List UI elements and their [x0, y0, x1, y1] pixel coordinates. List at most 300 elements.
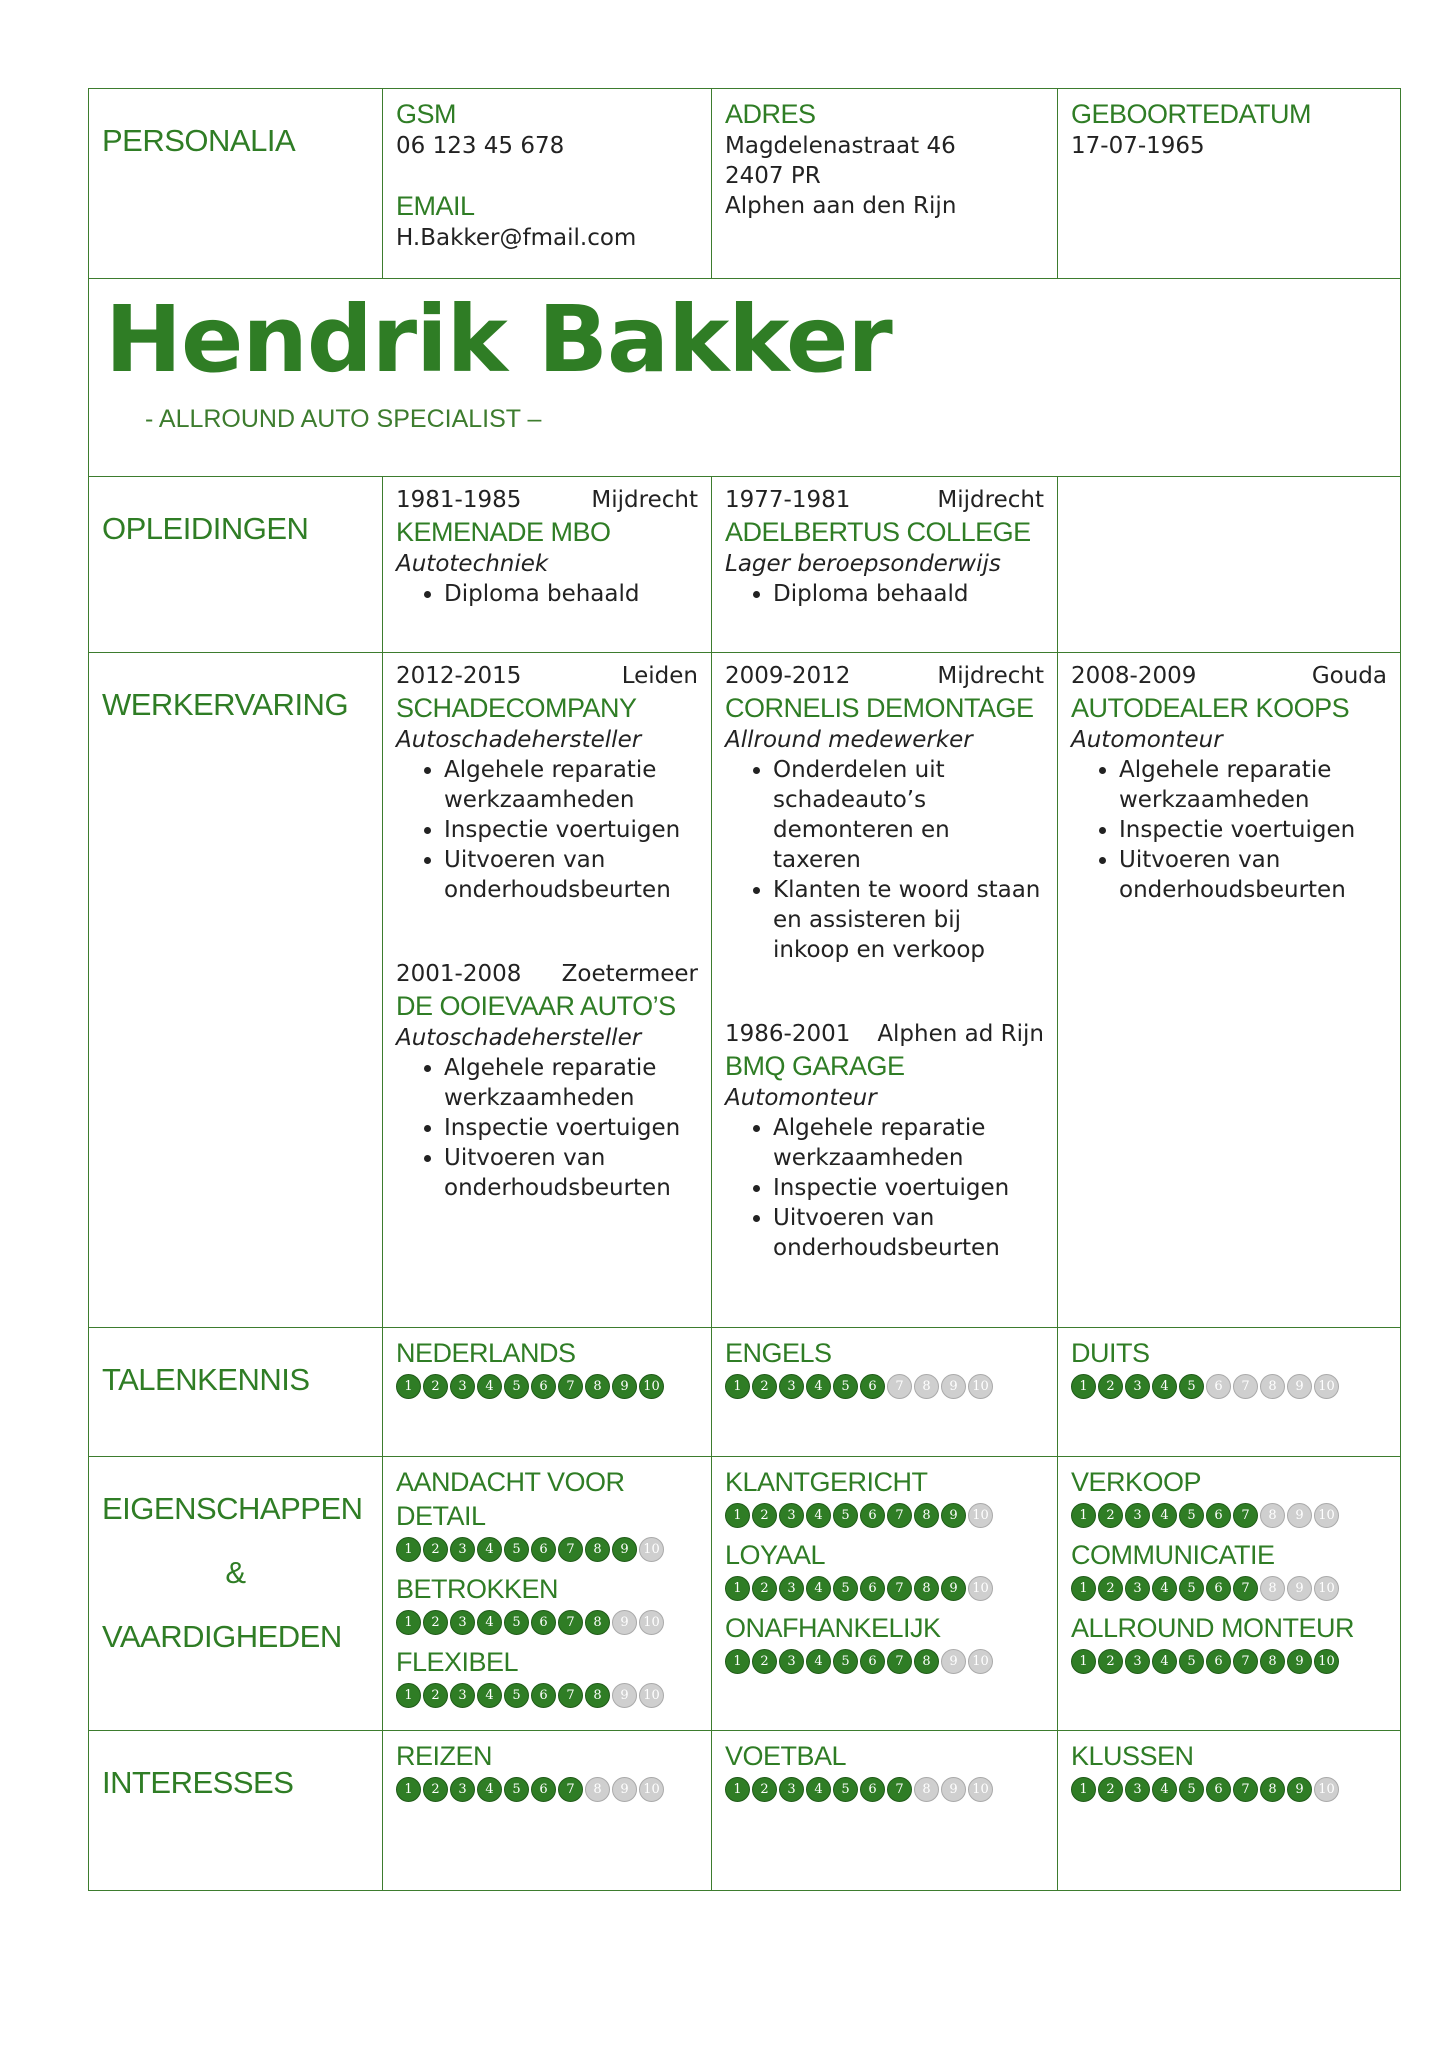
- bullet-item: • Uitvoeren van onderhoudsbeurten: [1119, 845, 1387, 905]
- rating-dots: [725, 1576, 1044, 1601]
- rating-dot: 4: [477, 1374, 502, 1399]
- rating-dot: 6: [531, 1610, 556, 1635]
- rating-dot: 10: [968, 1576, 993, 1601]
- name-cell: [89, 279, 1401, 477]
- rating-dot: 8: [585, 1610, 610, 1635]
- rating-dot: 3: [779, 1374, 804, 1399]
- rating-dot: 4: [806, 1374, 831, 1399]
- rating-dot: 2: [423, 1610, 448, 1635]
- entry-title: BMQ GARAGE: [725, 1051, 905, 1081]
- entry-bullets: [396, 755, 698, 905]
- rating-dot: 5: [1179, 1374, 1204, 1399]
- bullet-item: • Algehele reparatie werkzaamheden: [444, 1053, 698, 1113]
- entry-title: SCHADECOMPANY: [396, 693, 637, 723]
- skill-item: [1071, 1336, 1387, 1399]
- entry-place: Leiden: [621, 663, 698, 689]
- rating-dot: 4: [477, 1683, 502, 1708]
- bullet-item: • Inspectie voertuigen: [1119, 815, 1387, 845]
- rating-dot: 8: [585, 1777, 610, 1802]
- cv-table: [88, 88, 1401, 1891]
- werkervaring-row: [89, 653, 1401, 1328]
- personalia-title: PERSONALIA: [102, 123, 296, 158]
- skill-item: [1071, 1611, 1387, 1674]
- adres-line1: Magdelenastraat 46: [725, 133, 956, 159]
- rating-dot: 1: [396, 1683, 421, 1708]
- rating-dots: [1071, 1576, 1387, 1601]
- skill-name: VOETBAL: [725, 1741, 847, 1771]
- bullet-item: • Uitvoeren van onderhoudsbeurten: [444, 845, 698, 905]
- rating-dot: 5: [1179, 1503, 1204, 1528]
- rating-dot: 3: [1125, 1576, 1150, 1601]
- skill-item: [396, 1739, 698, 1802]
- rating-dot: 5: [833, 1374, 858, 1399]
- address-cell: [712, 89, 1058, 279]
- personalia-label-cell: [89, 89, 383, 279]
- rating-dot: 6: [1206, 1374, 1231, 1399]
- skill-name: KLUSSEN: [1071, 1741, 1194, 1771]
- geboortedatum-value: 17-07-1965: [1071, 133, 1205, 159]
- rating-dot: 8: [1260, 1777, 1285, 1802]
- rating-dot: 6: [531, 1683, 556, 1708]
- entry-place: Gouda: [1311, 663, 1387, 689]
- entry-years: 2012-2015: [396, 663, 522, 689]
- entry-role: Automonteur: [1071, 727, 1223, 753]
- entry-title: AUTODEALER KOOPS: [1071, 693, 1350, 723]
- entry-role: Automonteur: [725, 1085, 877, 1111]
- entry-bullets: [725, 1113, 1044, 1263]
- rating-dot: 1: [725, 1374, 750, 1399]
- skill-name: FLEXIBEL: [396, 1647, 519, 1677]
- rating-dot: 5: [833, 1649, 858, 1674]
- entry-place: Mijdrecht: [937, 663, 1044, 689]
- rating-dot: 3: [450, 1610, 475, 1635]
- rating-dot: 10: [639, 1777, 664, 1802]
- entry: [396, 959, 698, 1203]
- taal-cell-2: [712, 1328, 1058, 1457]
- skill-name: ENGELS: [725, 1338, 832, 1368]
- rating-dot: 3: [1125, 1503, 1150, 1528]
- rating-dot: 5: [504, 1610, 529, 1635]
- werk-column-2: [712, 653, 1058, 1328]
- entry-header: [396, 661, 698, 691]
- adres-line3: Alphen aan den Rijn: [725, 193, 957, 219]
- rating-dot: 10: [639, 1537, 664, 1562]
- skill-name: ONAFHANKELIJK: [725, 1613, 941, 1643]
- rating-dot: 9: [612, 1610, 637, 1635]
- eigenschap-column-3: [1058, 1457, 1401, 1731]
- skill-item: [725, 1611, 1044, 1674]
- taal-cell-1: [383, 1328, 712, 1457]
- eigenschap-column-2: [712, 1457, 1058, 1731]
- rating-dot: 5: [504, 1683, 529, 1708]
- rating-dot: 9: [941, 1374, 966, 1399]
- rating-dot: 9: [941, 1777, 966, 1802]
- rating-dot: 9: [612, 1374, 637, 1399]
- bullet-item: • Klanten te woord staan en assisteren bij inkoop en verkoop: [773, 875, 1044, 965]
- rating-dot: 1: [1071, 1374, 1096, 1399]
- rating-dot: 3: [779, 1649, 804, 1674]
- geboortedatum-label: GEBOORTEDATUM: [1071, 99, 1312, 129]
- ampersand: &: [225, 1555, 246, 1590]
- rating-dot: 7: [558, 1374, 583, 1399]
- rating-dot: 3: [450, 1537, 475, 1562]
- rating-dot: 2: [1098, 1503, 1123, 1528]
- eigenschap-column-1: [383, 1457, 712, 1731]
- rating-dots: [396, 1537, 698, 1562]
- rating-dots: [1071, 1374, 1387, 1399]
- rating-dot: 8: [585, 1683, 610, 1708]
- entry-bullets: [1071, 755, 1387, 905]
- rating-dot: 4: [1152, 1777, 1177, 1802]
- rating-dot: 3: [1125, 1649, 1150, 1674]
- rating-dot: 5: [1179, 1576, 1204, 1601]
- rating-dot: 2: [1098, 1649, 1123, 1674]
- entry-title: CORNELIS DEMONTAGE: [725, 693, 1034, 723]
- entry: [396, 485, 698, 609]
- name-row: [89, 279, 1401, 477]
- rating-dot: 8: [1260, 1503, 1285, 1528]
- entry-bullets: [396, 1053, 698, 1203]
- rating-dot: 1: [396, 1537, 421, 1562]
- rating-dot: 9: [941, 1649, 966, 1674]
- opleiding-cell-2: [712, 477, 1058, 653]
- entry-role: Autoschadehersteller: [396, 1025, 642, 1051]
- entry-bullets: [725, 579, 1044, 609]
- rating-dot: 4: [1152, 1374, 1177, 1399]
- rating-dots: [396, 1683, 698, 1708]
- rating-dot: 10: [1314, 1649, 1339, 1674]
- rating-dot: 3: [779, 1503, 804, 1528]
- rating-dot: 8: [585, 1374, 610, 1399]
- vaardigheden-title: VAARDIGHEDEN: [102, 1619, 342, 1654]
- rating-dot: 7: [887, 1503, 912, 1528]
- skill-item: [396, 1465, 698, 1562]
- skill-item: [725, 1538, 1044, 1601]
- rating-dot: 2: [752, 1777, 777, 1802]
- skill-item: [396, 1336, 698, 1399]
- talenkennis-row: [89, 1328, 1401, 1457]
- rating-dot: 3: [1125, 1374, 1150, 1399]
- rating-dot: 6: [860, 1777, 885, 1802]
- rating-dot: 4: [477, 1610, 502, 1635]
- rating-dot: 7: [1233, 1374, 1258, 1399]
- rating-dot: 6: [1206, 1777, 1231, 1802]
- rating-dot: 3: [450, 1683, 475, 1708]
- rating-dots: [1071, 1503, 1387, 1528]
- rating-dots: [725, 1374, 1044, 1399]
- rating-dot: 7: [1233, 1576, 1258, 1601]
- entry-years: 2008-2009: [1071, 663, 1197, 689]
- entry-role: Autoschadehersteller: [396, 727, 642, 753]
- skill-name: BETROKKEN: [396, 1574, 559, 1604]
- bullet-item: • Algehele reparatie werkzaamheden: [773, 1113, 1044, 1173]
- rating-dot: 8: [914, 1576, 939, 1601]
- rating-dot: 2: [1098, 1374, 1123, 1399]
- interesses-row: [89, 1731, 1401, 1891]
- talenkennis-label-cell: [89, 1328, 383, 1457]
- opleidingen-label-cell: [89, 477, 383, 653]
- rating-dot: 7: [1233, 1503, 1258, 1528]
- rating-dot: 8: [914, 1649, 939, 1674]
- email-label: EMAIL: [396, 191, 475, 221]
- adres-label: ADRES: [725, 99, 816, 129]
- rating-dot: 7: [887, 1777, 912, 1802]
- rating-dot: 4: [806, 1503, 831, 1528]
- rating-dot: 4: [477, 1537, 502, 1562]
- interesses-label-cell: [89, 1731, 383, 1891]
- rating-dot: 1: [396, 1610, 421, 1635]
- eigenschappen-title: EIGENSCHAPPEN: [102, 1491, 363, 1526]
- bullet-item: • Diploma behaald: [773, 579, 1044, 609]
- entry-bullets: [725, 755, 1044, 965]
- email-value: H.Bakker@fmail.com: [396, 225, 637, 251]
- taal-cell-3: [1058, 1328, 1401, 1457]
- rating-dot: 2: [752, 1649, 777, 1674]
- rating-dot: 5: [1179, 1649, 1204, 1674]
- skill-name: LOYAAL: [725, 1540, 826, 1570]
- rating-dot: 6: [860, 1374, 885, 1399]
- rating-dot: 10: [1314, 1503, 1339, 1528]
- interesse-cell-1: [383, 1731, 712, 1891]
- rating-dot: 6: [860, 1576, 885, 1601]
- rating-dot: 10: [639, 1374, 664, 1399]
- rating-dot: 2: [423, 1374, 448, 1399]
- entry-bullets: [396, 579, 698, 609]
- interesse-cell-3: [1058, 1731, 1401, 1891]
- rating-dot: 8: [914, 1374, 939, 1399]
- rating-dot: 9: [1287, 1374, 1312, 1399]
- adres-line2: 2407 PR: [725, 163, 821, 189]
- bullet-item: • Inspectie voertuigen: [444, 815, 698, 845]
- skill-item: [1071, 1739, 1387, 1802]
- rating-dot: 5: [833, 1777, 858, 1802]
- skill-item: [1071, 1538, 1387, 1601]
- werkervaring-title: WERKERVARING: [102, 687, 349, 722]
- rating-dot: 6: [1206, 1576, 1231, 1601]
- eigenschappen-row: [89, 1457, 1401, 1731]
- rating-dot: 7: [558, 1537, 583, 1562]
- rating-dot: 4: [806, 1576, 831, 1601]
- rating-dot: 7: [1233, 1649, 1258, 1674]
- rating-dot: 3: [450, 1777, 475, 1802]
- interesses-title: INTERESSES: [102, 1765, 294, 1800]
- rating-dot: 7: [558, 1683, 583, 1708]
- contact-cell: [383, 89, 712, 279]
- bullet-item: • Algehele reparatie werkzaamheden: [1119, 755, 1387, 815]
- rating-dot: 8: [1260, 1374, 1285, 1399]
- rating-dot: 6: [531, 1777, 556, 1802]
- rating-dot: 1: [725, 1649, 750, 1674]
- skill-item: [725, 1739, 1044, 1802]
- skill-item: [396, 1572, 698, 1635]
- entry-header: [396, 485, 698, 515]
- bullet-item: • Uitvoeren van onderhoudsbeurten: [444, 1143, 698, 1203]
- full-name: Hendrik Bakker: [105, 286, 892, 393]
- rating-dot: 1: [1071, 1777, 1096, 1802]
- rating-dot: 6: [860, 1503, 885, 1528]
- rating-dot: 7: [558, 1777, 583, 1802]
- entry-role: Allround medewerker: [725, 727, 973, 753]
- skill-name: DUITS: [1071, 1338, 1150, 1368]
- entry-title: KEMENADE MBO: [396, 517, 611, 547]
- skill-name: VERKOOP: [1071, 1467, 1202, 1497]
- rating-dots: [725, 1777, 1044, 1802]
- rating-dot: 10: [968, 1374, 993, 1399]
- entry-header: [725, 485, 1044, 515]
- rating-dot: 2: [752, 1503, 777, 1528]
- rating-dot: 2: [1098, 1777, 1123, 1802]
- rating-dot: 1: [1071, 1503, 1096, 1528]
- entry: [725, 1019, 1044, 1263]
- rating-dots: [725, 1649, 1044, 1674]
- rating-dots: [396, 1374, 698, 1399]
- rating-dot: 6: [860, 1649, 885, 1674]
- rating-dot: 9: [1287, 1777, 1312, 1802]
- rating-dot: 1: [725, 1503, 750, 1528]
- rating-dot: 10: [639, 1610, 664, 1635]
- rating-dot: 3: [779, 1777, 804, 1802]
- rating-dot: 1: [725, 1576, 750, 1601]
- rating-dot: 9: [612, 1777, 637, 1802]
- rating-dot: 1: [1071, 1576, 1096, 1601]
- rating-dot: 5: [504, 1374, 529, 1399]
- rating-dot: 8: [1260, 1649, 1285, 1674]
- rating-dot: 4: [806, 1777, 831, 1802]
- rating-dot: 2: [423, 1683, 448, 1708]
- entry: [1071, 661, 1387, 905]
- rating-dot: 10: [968, 1503, 993, 1528]
- rating-dots: [1071, 1649, 1387, 1674]
- bullet-item: • Inspectie voertuigen: [444, 1113, 698, 1143]
- rating-dot: 7: [558, 1610, 583, 1635]
- rating-dot: 1: [1071, 1649, 1096, 1674]
- rating-dot: 6: [531, 1374, 556, 1399]
- rating-dot: 2: [423, 1777, 448, 1802]
- eigenschappen-label-cell: [89, 1457, 383, 1731]
- entry-years: 1981-1985: [396, 487, 522, 513]
- entry-header: [1071, 661, 1387, 691]
- entry-years: 1986-2001: [725, 1021, 851, 1047]
- rating-dot: 5: [1179, 1777, 1204, 1802]
- rating-dot: 9: [1287, 1576, 1312, 1601]
- rating-dot: 4: [477, 1777, 502, 1802]
- rating-dot: 7: [887, 1576, 912, 1601]
- skill-name: REIZEN: [396, 1741, 493, 1771]
- rating-dot: 4: [806, 1649, 831, 1674]
- rating-dot: 8: [1260, 1576, 1285, 1601]
- skill-item: [725, 1336, 1044, 1399]
- rating-dot: 10: [1314, 1576, 1339, 1601]
- rating-dot: 10: [1314, 1777, 1339, 1802]
- entry-title: ADELBERTUS COLLEGE: [725, 517, 1031, 547]
- rating-dots: [1071, 1777, 1387, 1802]
- talenkennis-title: TALENKENNIS: [102, 1362, 310, 1397]
- rating-dot: 1: [396, 1374, 421, 1399]
- bullet-item: • Inspectie voertuigen: [773, 1173, 1044, 1203]
- job-subtitle: - ALLROUND AUTO SPECIALIST –: [145, 405, 542, 433]
- rating-dot: 5: [504, 1777, 529, 1802]
- rating-dot: 8: [914, 1503, 939, 1528]
- rating-dot: 4: [1152, 1503, 1177, 1528]
- skill-name: NEDERLANDS: [396, 1338, 576, 1368]
- gsm-label: GSM: [396, 99, 457, 129]
- rating-dot: 9: [612, 1537, 637, 1562]
- entry-place: Zoetermeer: [561, 961, 698, 987]
- entry-place: Mijdrecht: [937, 487, 1044, 513]
- rating-dot: 6: [1206, 1649, 1231, 1674]
- opleidingen-row: [89, 477, 1401, 653]
- skill-item: [725, 1465, 1044, 1528]
- entry-header: [725, 1019, 1044, 1049]
- opleiding-cell-1: [383, 477, 712, 653]
- rating-dot: 9: [1287, 1503, 1312, 1528]
- entry-header: [725, 661, 1044, 691]
- skill-name: KLANTGERICHT: [725, 1467, 928, 1497]
- entry-place: Alphen ad Rijn: [877, 1021, 1044, 1047]
- entry-title: DE OOIEVAAR AUTO’S: [396, 991, 676, 1021]
- werk-column-3: [1058, 653, 1401, 1328]
- rating-dot: 8: [914, 1777, 939, 1802]
- rating-dot: 1: [396, 1777, 421, 1802]
- entry: [396, 661, 698, 905]
- entry-place: Mijdrecht: [591, 487, 698, 513]
- rating-dots: [725, 1503, 1044, 1528]
- rating-dot: 6: [531, 1537, 556, 1562]
- werk-column-1: [383, 653, 712, 1328]
- skill-item: [396, 1645, 698, 1708]
- rating-dot: 3: [779, 1576, 804, 1601]
- rating-dot: 9: [941, 1503, 966, 1528]
- rating-dot: 8: [585, 1537, 610, 1562]
- rating-dot: 10: [968, 1777, 993, 1802]
- cv-page: [88, 88, 1400, 1891]
- skill-name: ALLROUND MONTEUR: [1071, 1613, 1355, 1643]
- gsm-value: 06 123 45 678: [396, 133, 565, 159]
- rating-dot: 10: [968, 1649, 993, 1674]
- rating-dot: 3: [1125, 1777, 1150, 1802]
- rating-dot: 9: [941, 1576, 966, 1601]
- rating-dot: 9: [612, 1683, 637, 1708]
- entry-role: Autotechniek: [396, 551, 549, 577]
- rating-dots: [396, 1777, 698, 1802]
- entry-header: [396, 959, 698, 989]
- rating-dot: 2: [752, 1576, 777, 1601]
- skill-item: [1071, 1465, 1387, 1528]
- bullet-item: • Algehele reparatie werkzaamheden: [444, 755, 698, 815]
- rating-dot: 5: [833, 1576, 858, 1601]
- opleiding-cell-empty: [1058, 477, 1401, 653]
- bullet-item: • Uitvoeren van onderhoudsbeurten: [773, 1203, 1044, 1263]
- bullet-item: • Onderdelen uit schadeauto’s demonteren en taxeren: [773, 755, 1044, 875]
- rating-dot: 9: [1287, 1649, 1312, 1674]
- skill-name: AANDACHT VOOR DETAIL: [396, 1467, 625, 1531]
- rating-dot: 10: [639, 1683, 664, 1708]
- birthdate-cell: [1058, 89, 1401, 279]
- rating-dot: 4: [1152, 1649, 1177, 1674]
- rating-dot: 6: [1206, 1503, 1231, 1528]
- entry-years: 2001-2008: [396, 961, 522, 987]
- rating-dot: 7: [1233, 1777, 1258, 1802]
- rating-dot: 5: [833, 1503, 858, 1528]
- rating-dot: 7: [887, 1374, 912, 1399]
- rating-dot: 2: [1098, 1576, 1123, 1601]
- entry-years: 2009-2012: [725, 663, 851, 689]
- skill-name: COMMUNICATIE: [1071, 1540, 1275, 1570]
- opleidingen-title: OPLEIDINGEN: [102, 511, 309, 546]
- entry: [725, 485, 1044, 609]
- personalia-row: [89, 89, 1401, 279]
- rating-dots: [396, 1610, 698, 1635]
